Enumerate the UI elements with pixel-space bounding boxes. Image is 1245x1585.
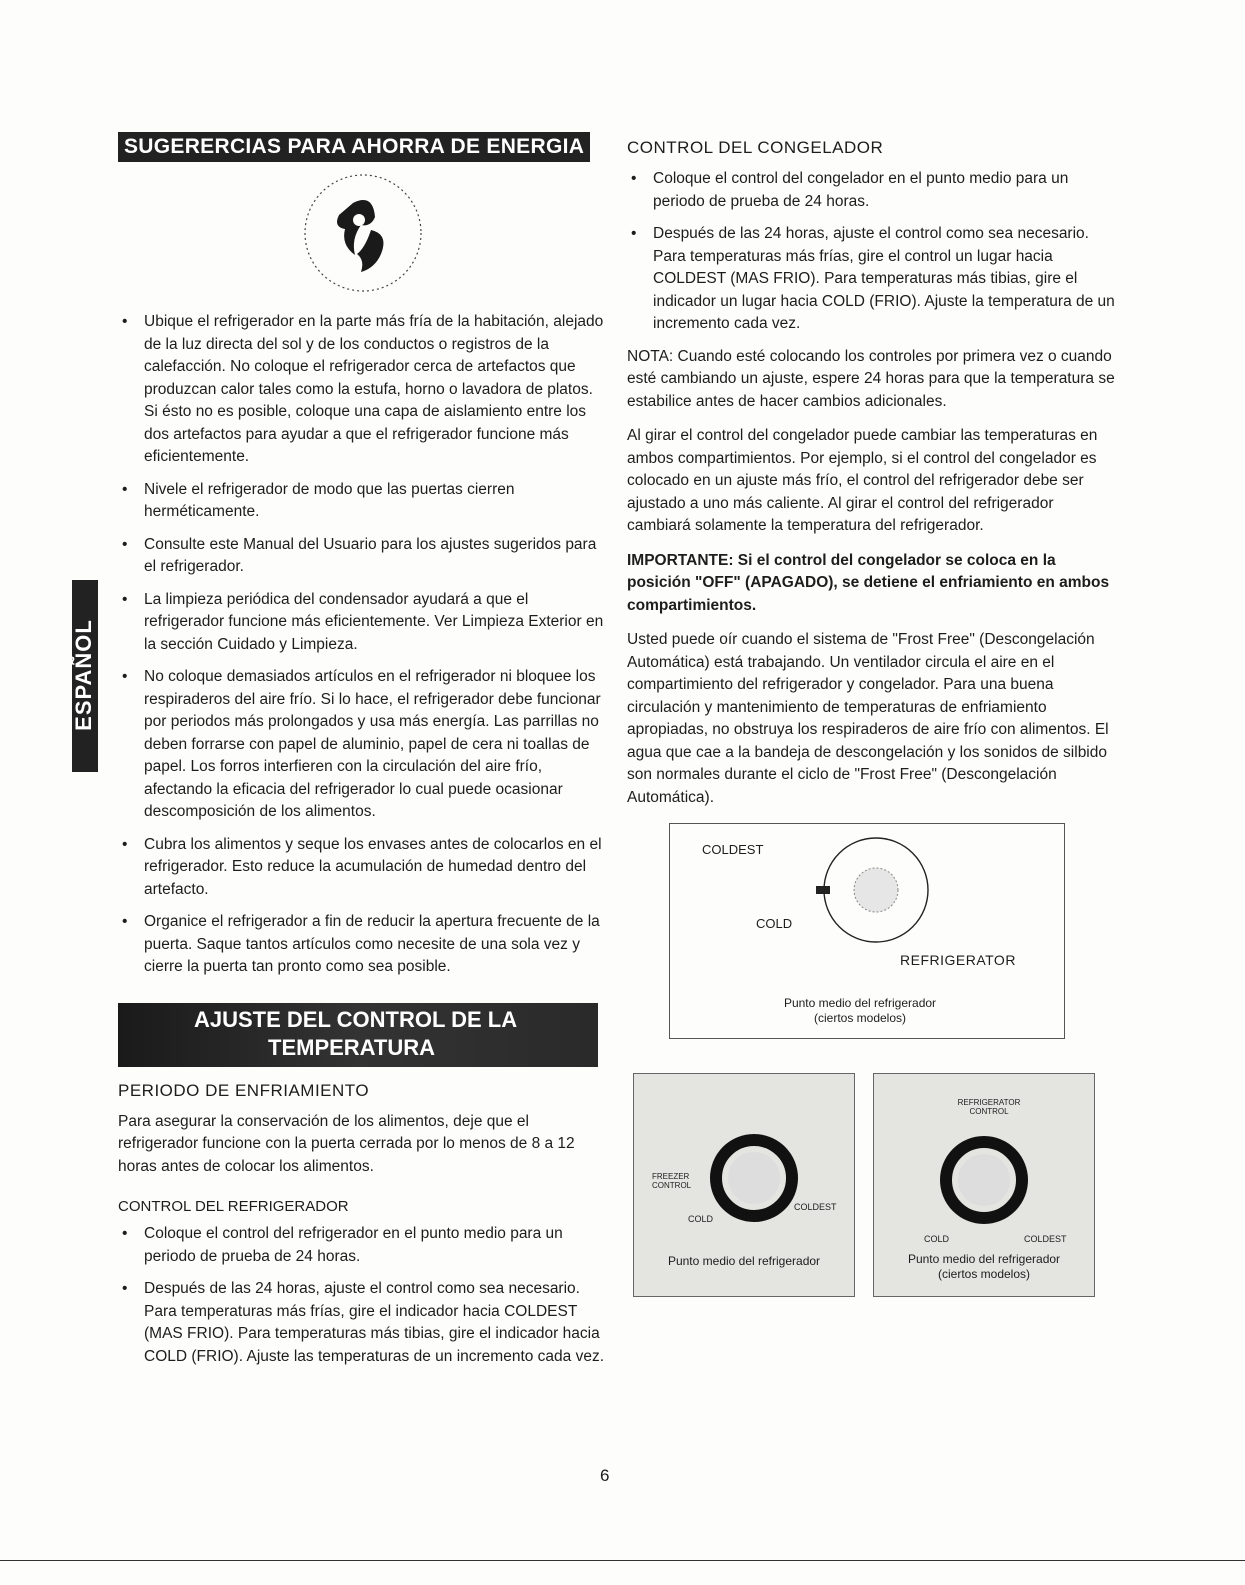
energy-tips-list: [118, 311, 608, 979]
banner-line: TEMPERATURA: [268, 1034, 436, 1060]
freezer-dial-icon: [704, 1128, 804, 1228]
list-item: • Consulte este Manual del Usuario para los ajustes sugeridos para el refrigerador.: [118, 534, 608, 579]
dial-caption: [730, 996, 990, 1026]
important-notice: IMPORTANTE: Si el control del congelador se coloca en la posición "OFF" (APAGADO), se detiene el enfriamiento en ambos compartimientos.: [627, 551, 1110, 614]
refrigerator-control-photo: [873, 1073, 1095, 1297]
paragraph: Usted puede oír cuando el sistema de "Frost Free" (Descongelación Automática) está trabajando. Un ventilador circula el aire en el compartimiento del refrigerador y congelador. Para una buena circulación y mantenimiento de temperaturas de enfriamiento apropiadas, no obstruya los respiraderos de aire frío con alimentos. El agua que cae a la bandeja de descongelación y los sonidos de silbido son normales durante el ciclo de "Frost Free" (Descongelación Automática).: [627, 631, 1109, 806]
refrigerator-dial-icon: [816, 830, 936, 950]
note-text: NOTA: Cuando esté colocando los controles por primera vez o cuando esté cambiando un ajuste, espere 24 horas para que la temperatura se estabilice antes de hacer cambios adicionales.: [627, 347, 1115, 410]
photo-cold-label: COLD: [924, 1234, 950, 1244]
caption-line: Punto medio del refrigerador: [907, 1252, 1061, 1266]
energy-tips-banner: SUGERERCIAS PARA AHORRA DE ENERGIA: [118, 132, 590, 162]
temperature-control-banner: [118, 1003, 598, 1067]
list-item: • Coloque el control del congelador en el punto medio para un periodo de prueba de 24 horas.: [627, 168, 1117, 213]
list-item: • No coloque demasiados artículos en el refrigerador ni bloquee los respiraderos del aire frío. Si lo hace, el refrigerador debe funcionar por periodos más prolongados y usa más energía. Las parrillas no deben forrarse con papel de aluminio, papel de cera ni toallas de papel. Los forros interfieren con la circulación del aire frío, afectando la eficacia del refrigerador lo cual puede ocasionar descomposición de los alimentos.: [118, 666, 608, 824]
photo-caption: [874, 1252, 1094, 1282]
photo-caption: Punto medio del refrigerador: [667, 1254, 821, 1268]
banner-line: AJUSTE DEL CONTROL DE LA: [194, 1006, 518, 1032]
freezer-control-heading: CONTROL DEL CONGELADOR: [627, 138, 884, 157]
save-money-logo-icon: [293, 168, 433, 298]
list-item: • Después de las 24 horas, ajuste el control como sea necesario. Para temperaturas más frías, gire el control un lugar hacia COLDEST (MAS FRIO). Para temperaturas más tibias, gire el indicador un lugar hacia COLD (FRIO). Ajuste la temperatura de un incremento cada vez.: [627, 223, 1117, 336]
refrigerator-photo-dial-icon: [934, 1130, 1034, 1230]
cooling-period-heading: PERIODO DE ENFRIAMIENTO: [118, 1080, 370, 1100]
freezer-control-photo: [633, 1073, 855, 1297]
photo-cold-label: COLD: [688, 1214, 714, 1224]
caption-line: (ciertos modelos): [937, 1267, 1031, 1281]
dial-coldest-label: COLDEST: [702, 842, 764, 857]
dial-refrigerator-label: REFRIGERATOR: [900, 952, 1016, 968]
fridge-control-heading: CONTROL DEL REFRIGERADOR: [118, 1198, 349, 1215]
page-number: 6: [600, 1466, 610, 1485]
language-tab: [72, 580, 98, 772]
cooling-period-text: Para asegurar la conservación de los alimentos, deje que el refrigerador funcione con la puerta cerrada por lo menos de 8 a 12 horas antes de colocar los alimentos.: [118, 1112, 575, 1175]
list-item: • Nivele el refrigerador de modo que las puertas cierren herméticamente.: [118, 479, 608, 524]
control-photos: [633, 1073, 1117, 1297]
left-column: [118, 132, 608, 1378]
photo-coldest-label: COLDEST: [1024, 1234, 1067, 1244]
caption-line: (ciertos modelos): [813, 1011, 907, 1025]
list-item: • Ubique el refrigerador en la parte más fría de la habitación, alejado de la luz directa del sol y de los conductos o registros de la calefacción. No coloque el refrigerador cerca de artefactos que produzcan calor tales como la estufa, horno o lavadora de platos. Si ésto no es posible, coloque una capa de aislamiento entre los dos artefactos para ayudar a que el refrigerador funcione más eficientemente.: [118, 311, 608, 469]
list-item: • Organice el refrigerador a fin de reducir la apertura frecuente de la puerta. Saque tantos artículos como necesite de una sola vez y cierre la puerta tan pronto como sea posible.: [118, 911, 608, 979]
photo-tag: FREEZER CONTROL: [652, 1172, 692, 1190]
right-column: [627, 132, 1117, 1297]
list-item: • Después de las 24 horas, ajuste el control como sea necesario. Para temperaturas más frías, gire el indicador hacia COLDEST (MAS FRIO). Para temperaturas más tibias, gire el indicador hacia COLD (FRIO). Ajuste las temperaturas de un incremento cada vez.: [118, 1278, 608, 1368]
list-item: • Coloque el control del refrigerador en el punto medio para un periodo de prueba de 24 horas.: [118, 1223, 608, 1268]
refrigerator-dial-figure: [669, 823, 1065, 1039]
paragraph: Al girar el control del congelador puede cambiar las temperaturas en ambos compartimientos. Por ejemplo, si el control del congelador es colocado en un ajuste más frío, el control del refrigerador debe ser ajustado a uno más caliente. Al girar el control del refrigerador cambiará solamente la temperatura del refrigerador.: [627, 427, 1098, 534]
fridge-control-list: [118, 1223, 608, 1368]
photo-coldest-label: COLDEST: [794, 1202, 837, 1212]
list-item: • La limpieza periódica del condensador ayudará a que el refrigerador funcione más eficientemente. Ver Limpieza Exterior en la sección Cuidado y Limpieza.: [118, 589, 608, 657]
page-edge-line: [0, 1560, 1245, 1561]
list-item: • Cubra los alimentos y seque los envases antes de colocarlos en el refrigerador. Esto reduce la acumulación de humedad dentro del artefacto.: [118, 834, 608, 902]
photo-tag: REFRIGERATOR CONTROL: [957, 1098, 1021, 1116]
caption-line: Punto medio del refrigerador: [783, 996, 937, 1010]
dial-cold-label: COLD: [756, 916, 793, 931]
freezer-control-list: [627, 168, 1117, 336]
language-tab-label: ESPAÑOL: [71, 619, 96, 731]
